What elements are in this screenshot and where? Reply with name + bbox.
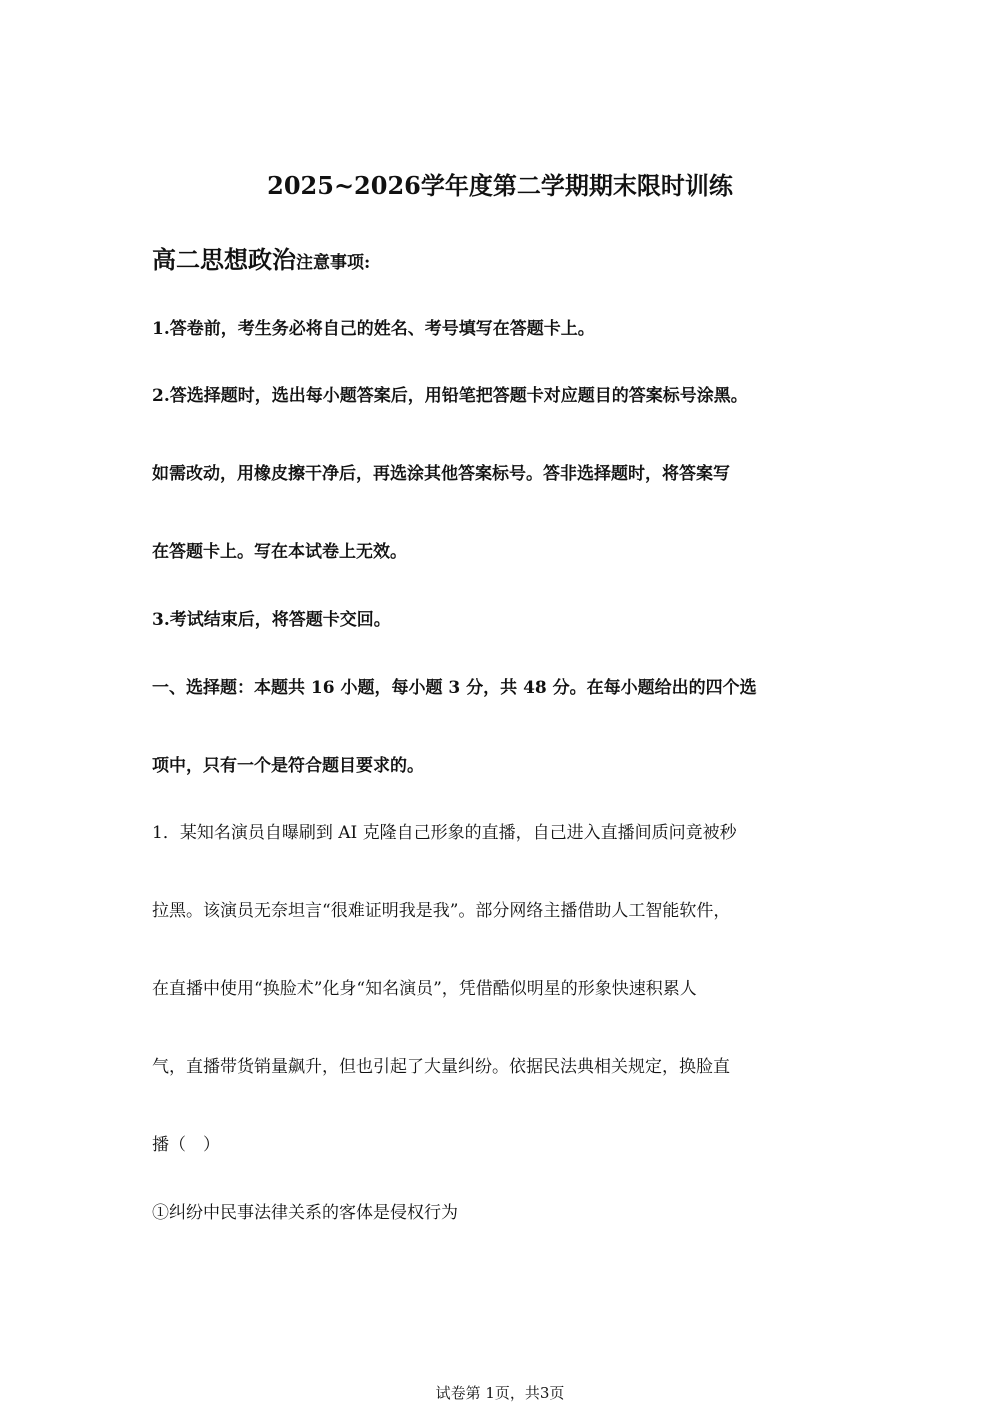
question-1-line-3: 在直播中使用“换脸术”化身“知名演员”，凭借酷似明星的形象快速积累人 bbox=[152, 979, 697, 999]
section-one-heading: 一、选择题：本题共 16 小题，每小题 3 分，共 48 分。在每小题给出的四个选 bbox=[152, 678, 757, 698]
question-1-line-2: 拉黑。该演员无奈坦言“很难证明我是我”。部分网络主播借助人工智能软件， bbox=[152, 901, 731, 921]
exam-title: 2025~2026学年度第二学期期末限时训练 bbox=[267, 171, 733, 200]
note-2: 2.答选择题时，选出每小题答案后，用铅笔把答题卡对应题目的答案标号涂黑。 bbox=[152, 386, 748, 406]
question-1-line-5: 播（ ） bbox=[152, 1135, 220, 1155]
note-1: 1.答卷前，考生务必将自己的姓名、考号填写在答题卡上。 bbox=[152, 319, 595, 339]
section-one-heading-continued: 项中，只有一个是符合题目要求的。 bbox=[152, 756, 424, 776]
notice-heading: 注意事项: bbox=[296, 253, 371, 273]
note-3: 3.考试结束后，将答题卡交回。 bbox=[152, 610, 391, 630]
note-2-continued: 如需改动，用橡皮擦干净后，再选涂其他答案标号。答非选择题时，将答案写 bbox=[152, 464, 730, 484]
question-1-line-1: 1．某知名演员自曝刷到 AI 克隆自己形象的直播，自己进入直播间质问竟被秒 bbox=[152, 823, 737, 843]
page-footer: 试卷第 1页，共3页 bbox=[435, 1384, 565, 1402]
subject-line bbox=[152, 240, 370, 283]
question-1-line-4: 气，直播带货销量飙升，但也引起了大量纠纷。依据民法典相关规定，换脸直 bbox=[152, 1057, 730, 1077]
question-1-option-1: ①纠纷中民事法律关系的客体是侵权行为 bbox=[152, 1203, 458, 1223]
subject-heading: 高二思想政治 bbox=[152, 246, 296, 274]
note-2-end: 在答题卡上。写在本试卷上无效。 bbox=[152, 542, 407, 562]
